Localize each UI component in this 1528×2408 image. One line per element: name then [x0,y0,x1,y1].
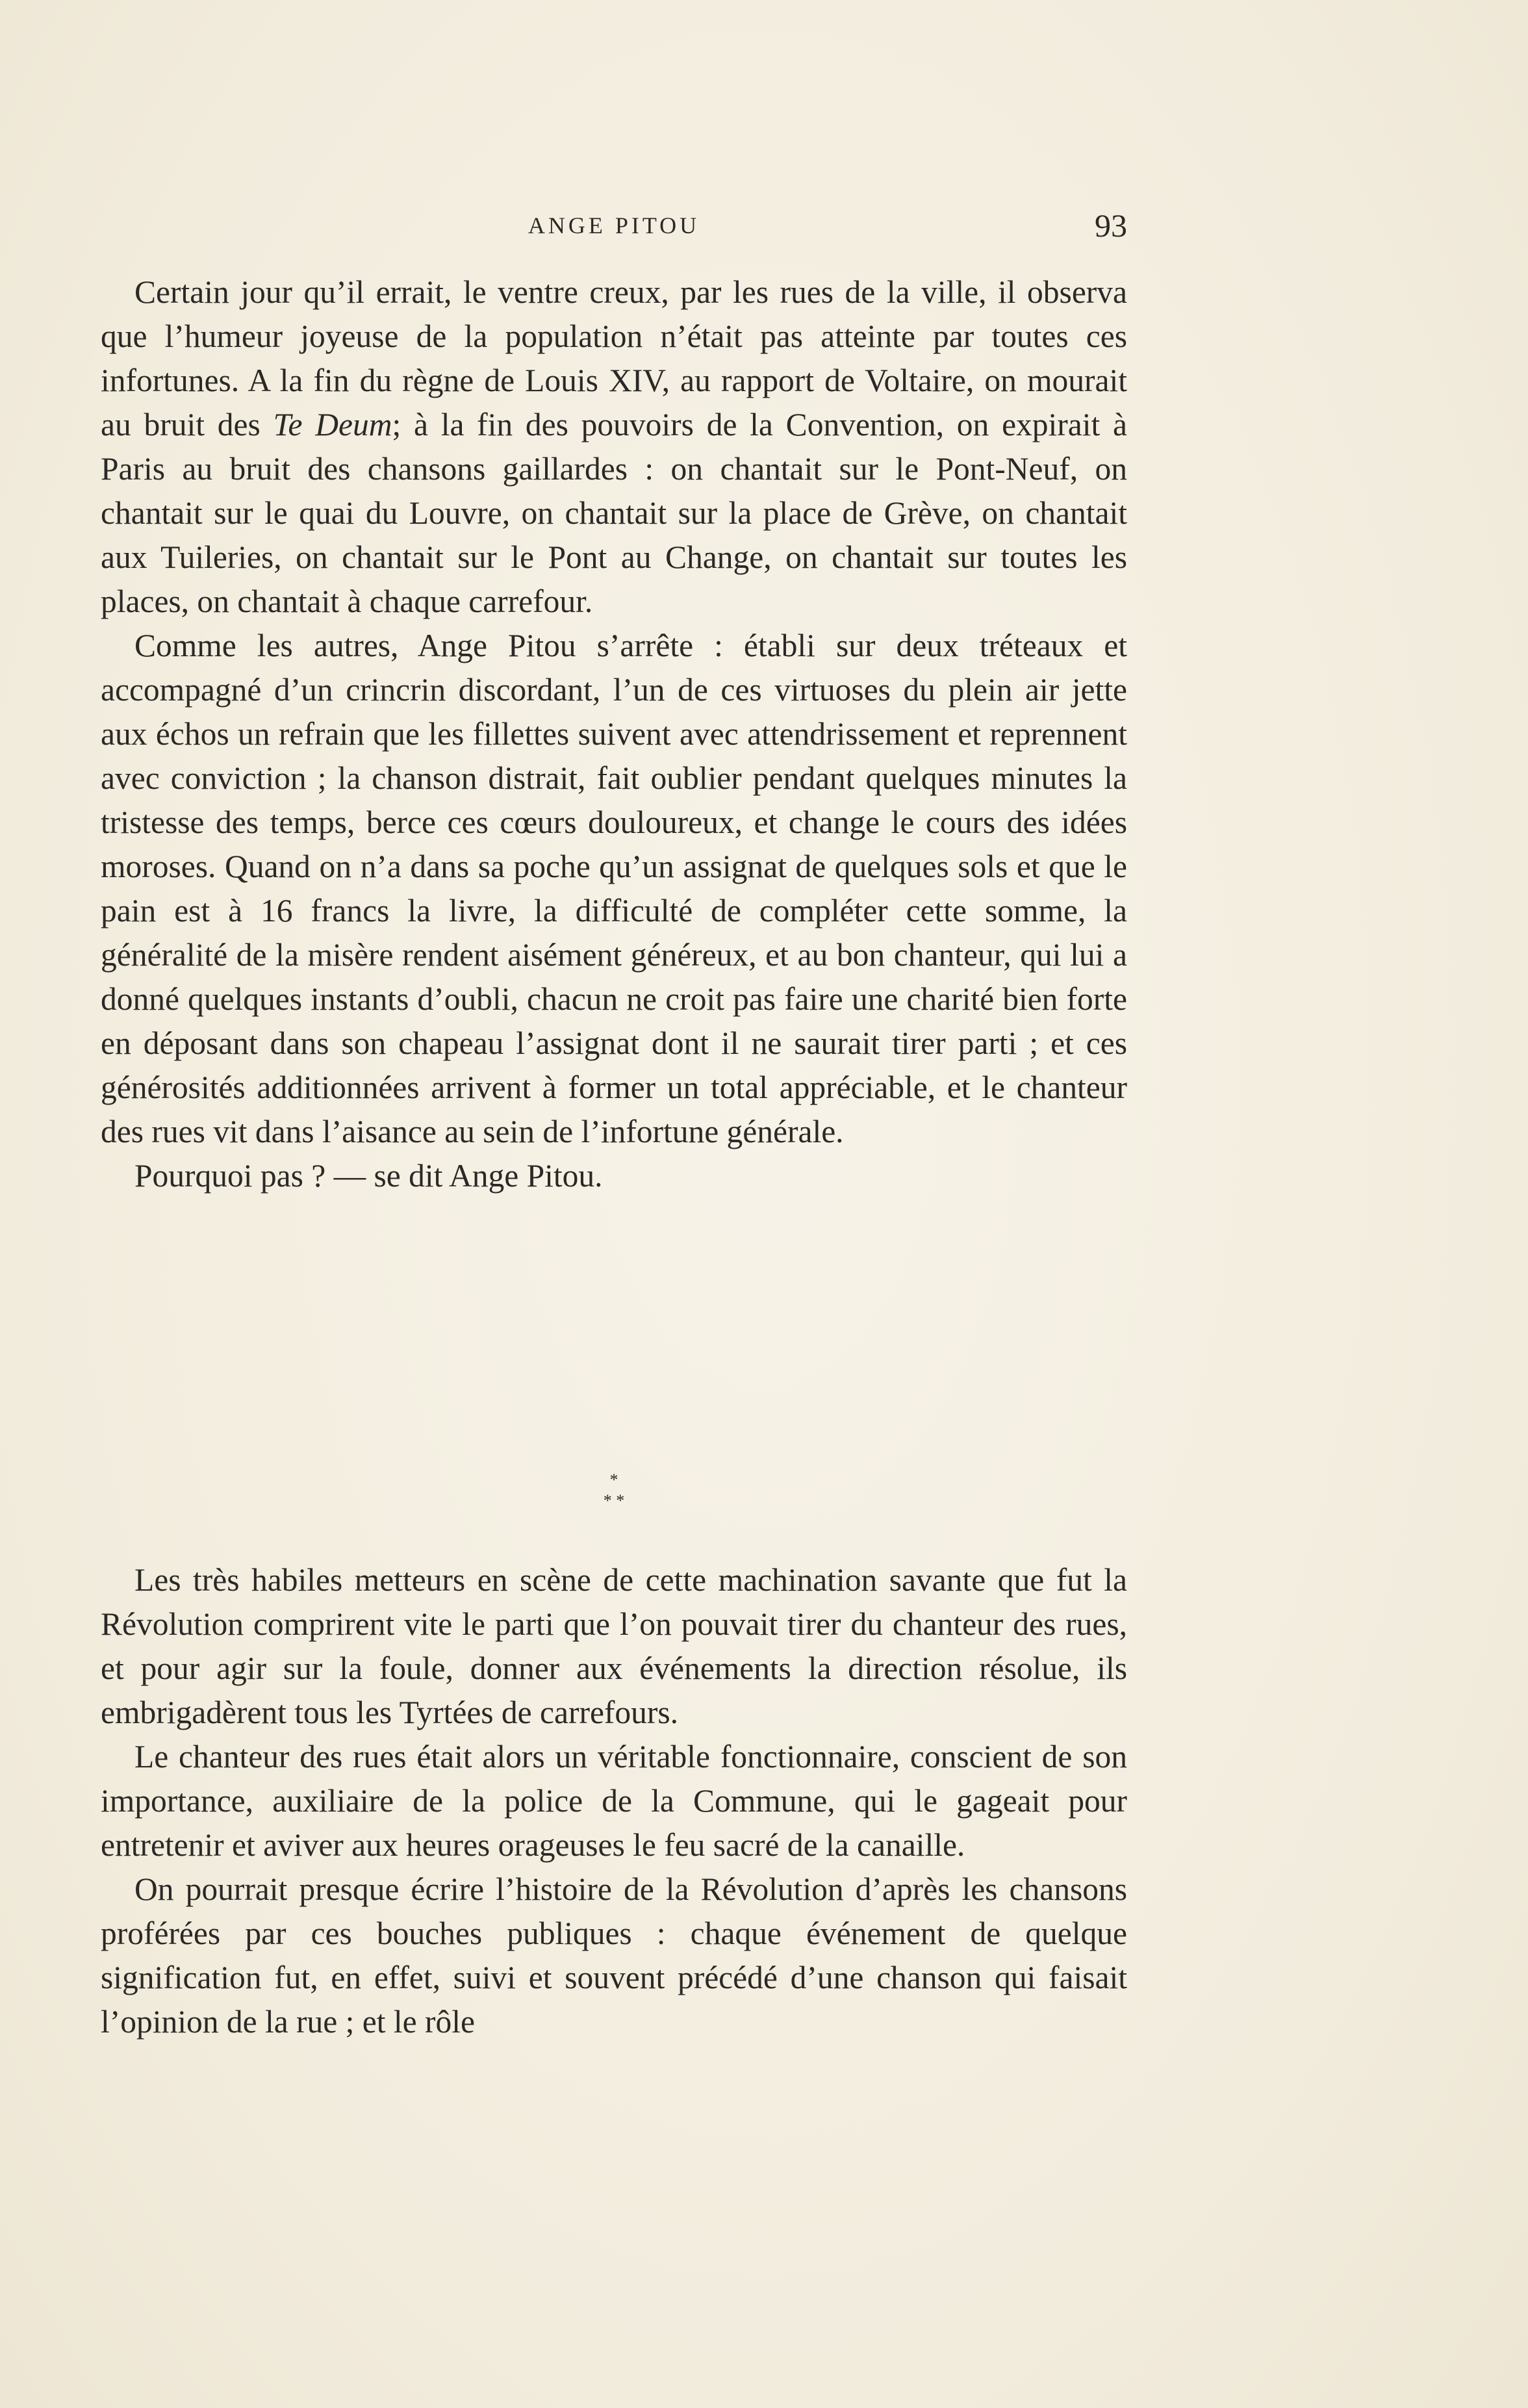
paragraph: Les très habiles metteurs en scène de cette machination savante que fut la Révolution comprirent vite le parti que l’on pouvait tirer du chanteur des rues, et pour agir sur la foule, donner aux événements la direction résolue, ils embrigadèrent tous les Tyrtées de carrefours. [101,1562,1127,1730]
running-title: ANGE PITOU [528,212,700,238]
text-section-2 [101,1558,1127,2044]
asterism-bottom: * * [603,1491,625,1510]
italic-title: Te Deum [273,407,392,442]
paragraph-text: Certain jour qu’il errait, le ventre creux, par les rues de la ville, il observa que l’humeur joyeuse de la population n’était pas atteinte par toutes ces infortunes. A la fin du règne de Louis XIV, au rapport de Voltaire, on mourait au bruit des [101,274,1127,442]
paragraph: Comme les autres, Ange Pitou s’arrête : établi sur deux tréteaux et accompagné d’un crincrin discordant, l’un de ces virtuoses du plein air jette aux échos un refrain que les fillettes suivent avec attendrissement et reprennent avec conviction ; la chanson distrait, fait oublier pendant quelques minutes la tristesse des temps, berce ces cœurs douloureux, et change le cours des idées moroses. Quand on n’a dans sa poche qu’un assignat de quelques sols et que le pain est à 16 francs la livre, la difficulté de compléter cette somme, la généralité de la misère rendent aisément généreux, et au bon chanteur, qui lui a donné quelques instants d’oubli, chacun ne croit pas faire une charité bien forte en déposant dans son chapeau l’assignat dont il ne saurait tirer parti ; et ces générosités additionnées arrivent à former un total appréciable, et le chanteur des rues vit dans l’aisance au sein de l’infortune générale. [101,628,1127,1149]
paragraph [101,270,1127,624]
running-head [101,207,1127,246]
paragraph-text: ; à la fin des pouvoirs de la Convention, on expirait à Paris au bruit des chansons gaillardes : on chantait sur le Pont-Neuf, on chantait sur le quai du Louvre, on chantait sur la place de Grève, on chantait aux Tuileries, on chantait sur le Pont au Change, on chantait sur toutes les places, on chantait à chaque carrefour. [101,407,1127,619]
paragraph: Pourquoi pas ? — se dit Ange Pitou. [134,1158,603,1194]
asterism-top: * [609,1470,618,1489]
page-number: 93 [1095,207,1127,244]
text-section-1 [101,270,1127,1198]
asterism-separator [101,1470,1127,1511]
paragraph: Le chanteur des rues était alors un véritable fonctionnaire, conscient de son importance, auxiliaire de la police de la Commune, qui le gageait pour entretenir et aviver aux heures orageuses le feu sacré de la canaille. [101,1739,1127,1863]
paragraph: On pourrait presque écrire l’histoire de la Révolution d’après les chansons proférées par ces bouches publiques : chaque événement de quelque signification fut, en effet, suivi et souvent précédé d’une chanson qui faisait l’opinion de la rue ; et le rôle [101,1871,1127,2040]
